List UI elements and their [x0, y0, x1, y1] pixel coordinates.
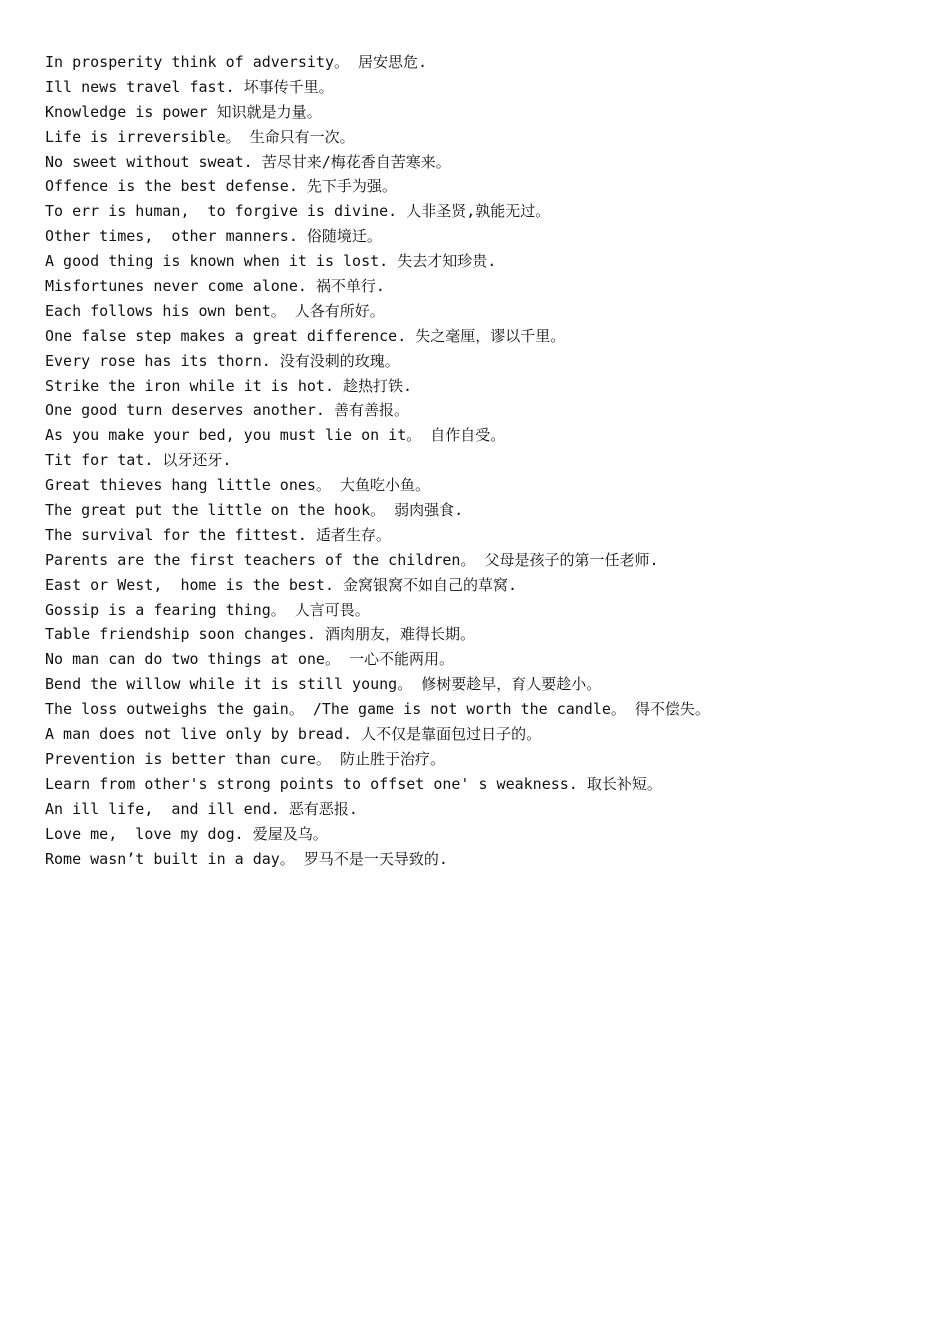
proverb-line: Love me, love my dog. 爱屋及乌。 [45, 824, 328, 843]
proverb-line: One false step makes a great difference. 失之毫厘，谬以千里。 [45, 326, 566, 345]
proverb-line: Offence is the best defense. 先下手为强。 [45, 177, 397, 196]
proverb-line: Strike the iron while it is hot. 趁热打铁. [45, 376, 413, 395]
proverb-line: Learn from other's strong points to offset one' s weakness. 取长补短。 [45, 774, 662, 793]
proverb-line: Misfortunes never come alone. 祸不单行. [45, 277, 385, 296]
proverb-line: Parents are the first teachers of the children。 父母是孩子的第一任老师. [45, 550, 659, 569]
proverb-line: To err is human, to forgive is divine. 人非圣贤,孰能无过。 [45, 202, 551, 221]
proverb-line: An ill life, and ill end. 恶有恶报. [45, 799, 358, 818]
proverb-line: The great put the little on the hook。 弱肉强食. [45, 501, 464, 520]
proverb-line: As you make your bed, you must lie on it。 自作自受。 [45, 426, 506, 445]
proverb-line: A man does not live only by bread. 人不仅是靠面包过日子的。 [45, 725, 542, 744]
proverb-line: The survival for the fittest. 适者生存。 [45, 525, 391, 544]
proverb-line: Great thieves hang little ones。 大鱼吃小鱼。 [45, 476, 430, 495]
proverb-line: Rome wasn’t built in a day。 罗马不是一天导致的. [45, 849, 448, 868]
proverb-line: Bend the willow while it is still young。 修树要趁早，育人要趁小。 [45, 675, 602, 694]
proverb-line: Table friendship soon changes. 酒肉朋友，难得长期。 [45, 625, 475, 644]
proverb-line: Gossip is a fearing thing。 人言可畏。 [45, 600, 370, 619]
proverb-line: Every rose has its thorn. 没有没刺的玫瑰。 [45, 351, 400, 370]
proverb-line: Ill news travel fast. 坏事传千里。 [45, 77, 334, 96]
proverb-line: One good turn deserves another. 善有善报。 [45, 401, 409, 420]
proverb-line: Other times, other manners. 俗随境迁。 [45, 227, 382, 246]
proverb-line: Life is irreversible。 生命只有一次。 [45, 127, 355, 146]
proverb-line: East or West, home is the best. 金窝银窝不如自己的草窝. [45, 575, 518, 594]
proverb-line: Tit for tat. 以牙还牙. [45, 451, 232, 470]
proverb-line: In prosperity think of adversity。 居安思危. [45, 53, 428, 71]
proverb-line: Knowledge is power 知识就是力量。 [45, 102, 322, 121]
proverb-line: Each follows his own bent。 人各有所好。 [45, 301, 385, 320]
proverb-list [45, 50, 710, 871]
proverb-line: A good thing is known when it is lost. 失去才知珍贵. [45, 252, 497, 271]
proverb-line: The loss outweighs the gain。 /The game is not worth the candle。 得不偿失。 [45, 700, 710, 719]
proverb-line: No man can do two things at one。 一心不能两用。 [45, 650, 454, 669]
proverb-line: No sweet without sweat. 苦尽甘来/梅花香自苦寒来。 [45, 152, 451, 171]
proverb-line: Prevention is better than cure。 防止胜于治疗。 [45, 749, 445, 768]
